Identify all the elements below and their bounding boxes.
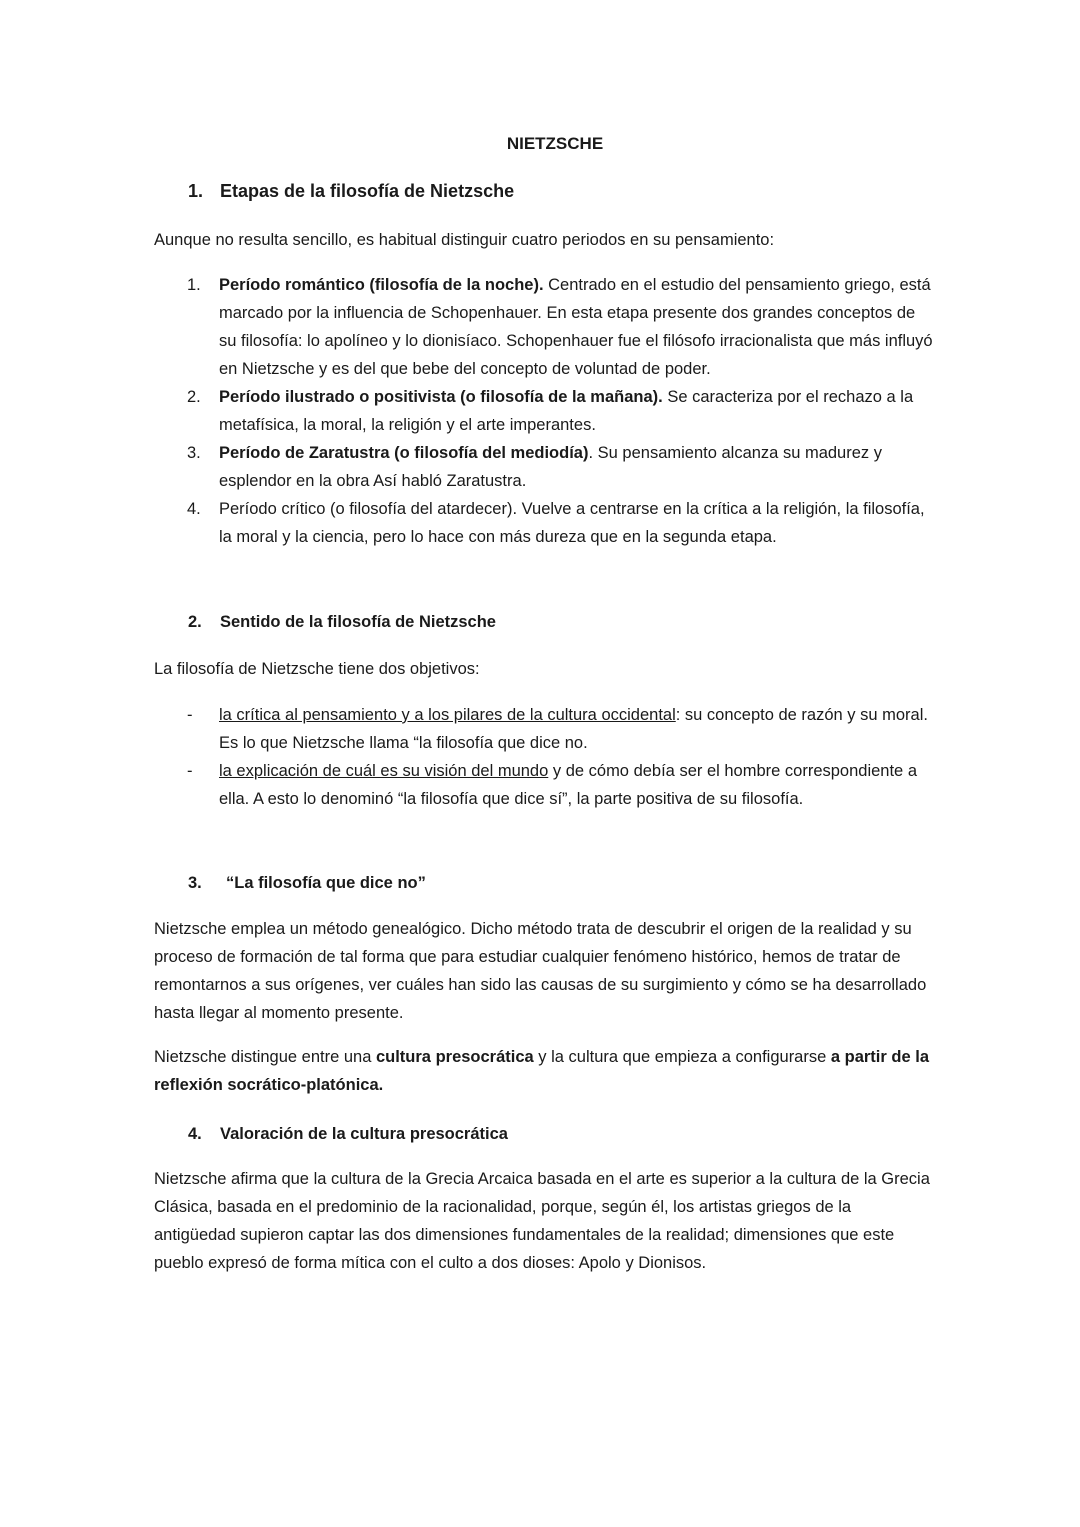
stage-title: Período ilustrado o positivista (o filosofía de la mañana). <box>219 388 663 406</box>
section-2-number: 2. <box>188 613 202 631</box>
list-marker: 1. <box>187 276 201 294</box>
list-marker: 2. <box>187 388 201 406</box>
text-run: Nietzsche distingue entre una <box>154 1048 376 1066</box>
text-run: y la cultura que empieza a configurarse <box>533 1048 831 1066</box>
list-item <box>154 495 934 551</box>
list-marker: 3. <box>187 444 201 462</box>
stage-text: Período crítico (o filosofía del atardecer). Vuelve a centrarse en la crítica a la religión, la filosofía, la moral y la ciencia, pero lo hace con más dureza que en la segunda etapa. <box>219 500 925 546</box>
section-1-heading <box>188 177 514 205</box>
aim-text: y de cómo debía ser el hombre correspondiente a ella. A esto lo denominó “la filosofía que dice sí”, la parte positiva de su filosofía. <box>219 762 917 808</box>
list-item <box>154 439 934 495</box>
section-3-paragraph-1: Nietzsche emplea un método genealógico. Dicho método trata de descubrir el origen de la realidad y su proceso de formación de tal forma que para estudiar cualquier fenómeno histórico, hemos de tratar de remontarnos a sus orígenes, ver cuáles han sido las causas de su surgimiento y cómo se ha desarrollado hasta llegar al momento presente. <box>154 920 927 1022</box>
list-item <box>154 701 934 757</box>
section-3-heading <box>188 869 426 897</box>
bold-run: cultura presocrática <box>375 1048 534 1066</box>
aim-text: : su concepto de razón y su moral. Es lo que Nietzsche llama “la filosofía que dice no. <box>219 706 928 752</box>
stage-title: Período de Zaratustra (o filosofía del mediodía) <box>219 444 589 462</box>
section-3-number: 3. <box>188 874 202 892</box>
list-item <box>154 757 934 813</box>
aim-title: la crítica al pensamiento y a los pilares de la cultura occidental <box>219 706 676 724</box>
section-1-title: Etapas de la filosofía de Nietzsche <box>220 181 515 201</box>
section-2-heading <box>188 608 496 636</box>
list-marker: 4. <box>187 500 201 518</box>
section-3-paragraph-2 <box>154 1043 934 1099</box>
stage-title: Período romántico (filosofía de la noche). <box>219 276 544 294</box>
aims-list <box>154 701 934 813</box>
stage-text: . Su pensamiento alcanza su madurez y esplendor en la obra Así habló Zaratustra. <box>219 444 882 490</box>
section-4-number: 4. <box>188 1125 202 1143</box>
section-1-number: 1. <box>188 181 204 201</box>
page-title: NIETZSCHE <box>506 134 604 153</box>
section-2-title: Sentido de la filosofía de Nietzsche <box>220 613 496 631</box>
section-4-paragraph: Nietzsche afirma que la cultura de la Grecia Arcaica basada en el arte es superior a la cultura de la Grecia Clásica, basada en el predominio de la racionalidad, porque, según él, los artistas griegos de la antigüedad supieron captar las dos dimensiones fundamentales de la realidad; dimensiones que este pueblo expresó de forma mítica con el culto a dos dioses: Apolo y Dionisos. <box>154 1170 930 1272</box>
stage-text: Se caracteriza por el rechazo a la metafísica, la moral, la religión y el arte imperantes. <box>219 388 914 434</box>
list-item <box>154 271 934 383</box>
section-3-title: “La filosofía que dice no” <box>226 874 426 892</box>
section-4-heading <box>188 1120 508 1148</box>
list-marker: - <box>187 762 193 780</box>
aim-title: la explicación de cuál es su visión del mundo <box>219 762 549 780</box>
list-item <box>154 383 934 439</box>
stage-text: Centrado en el estudio del pensamiento griego, está marcado por la influencia de Schopenhauer. En esta etapa presente dos grandes conceptos de su filosofía: lo apolíneo y lo dionisíaco. Schopenhauer fue el filósofo irracionalista que más influyó en Nietzsche y es del que bebe del concepto de voluntad de poder. <box>219 276 933 378</box>
section-2-intro: La filosofía de Nietzsche tiene dos objetivos: <box>154 660 480 678</box>
section-1-intro: Aunque no resulta sencillo, es habitual distinguir cuatro periodos en su pensamiento: <box>154 231 775 249</box>
bold-run: a partir de la reflexión socrático-platónica. <box>154 1048 929 1094</box>
list-marker: - <box>187 706 193 724</box>
section-4-title: Valoración de la cultura presocrática <box>220 1125 508 1143</box>
stages-list <box>154 271 934 551</box>
